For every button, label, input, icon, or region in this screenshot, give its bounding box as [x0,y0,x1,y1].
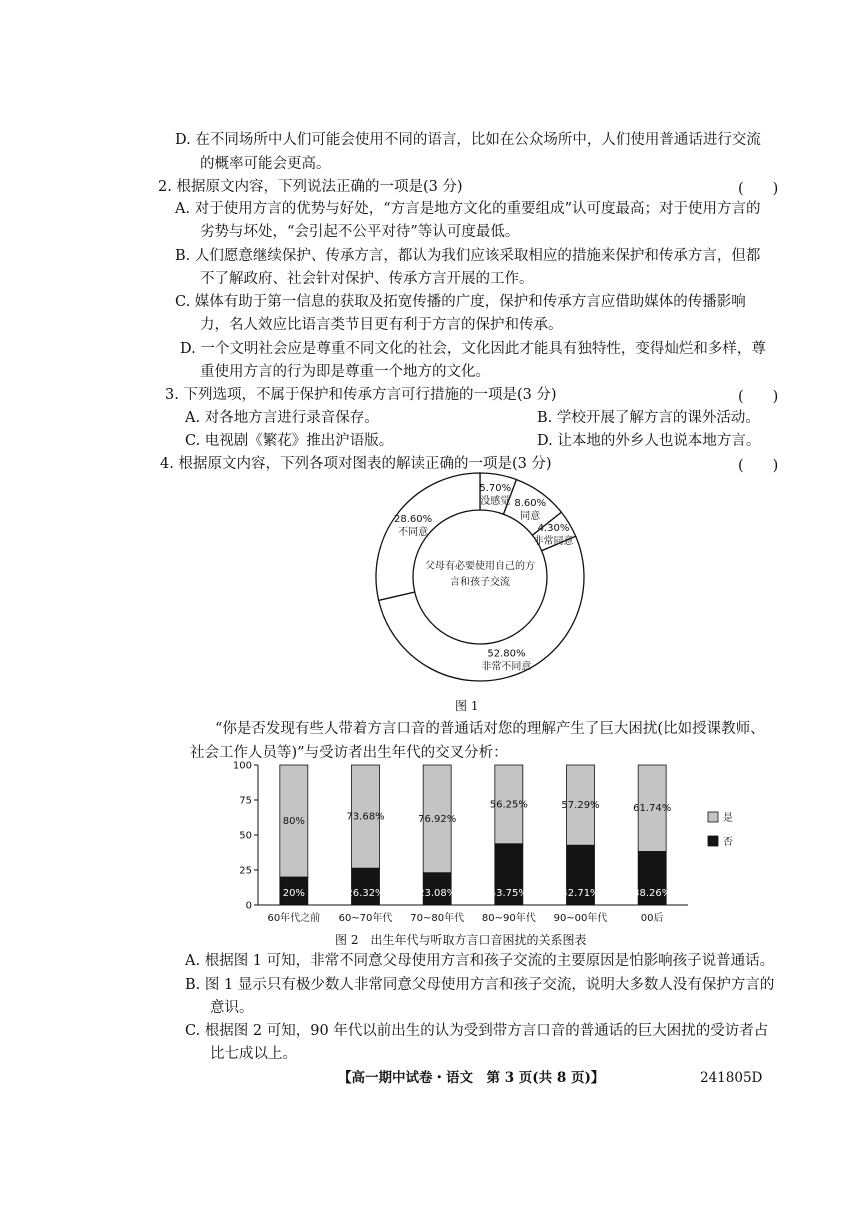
donut-slice-value-label: 52.80% [487,648,526,660]
figure1-caption: 图 1 [455,699,479,713]
q2-option-c-line1: C. 媒体有助于第一信息的获取及拓宽传播的广度，保护和传承方言应借助媒体的传播影响 [175,294,746,310]
figure1-donut-chart [360,465,590,695]
q4-option-c-line2: 比七成以上。 [210,1046,297,1062]
donut-slice-category-label: 非常同意 [533,536,574,548]
q4-option-a: A. 根据图 1 可知，非常不同意父母使用方言和孩子交流的主要原因是怕影响孩子说普通话。 [185,953,775,969]
page-footer-code: 241805D [700,1070,763,1086]
q2-option-a-line1: A. 对于使用方言的优势与好处，“方言是地方文化的重要组成”认可度最高；对于使用方言的 [175,201,761,217]
y-tick-label: 0 [245,900,252,912]
y-tick-label: 75 [239,795,252,807]
bar-segment-no [352,868,380,905]
q4-stem: 4. 根据原文内容，下列各项对图表的解读正确的一项是(3 分) [160,456,552,472]
page-footer-title: 【高一期中试卷・语文 第 3 页(共 8 页)】 [338,1070,605,1086]
figure2-stacked-bar-chart [225,755,765,935]
x-category-label: 70~80年代 [410,913,465,924]
donut-slice-value-label: 8.60% [514,497,547,509]
q2-option-d-line2: 重使用方言的行为即是尊重一个地方的文化。 [200,364,490,380]
q3-option-a: A. 对各地方言进行录音保存。 [185,410,379,426]
bar-label-yes: 73.68% [346,811,385,823]
bar-label-no: 20% [282,888,305,899]
q4-option-b-line2: 意识。 [210,1000,254,1016]
q2-option-b-line2: 不了解政府、社会针对保护、传承方言开展的工作。 [200,271,534,287]
bar-label-no: 23.08% [418,888,457,899]
legend-swatch [708,812,718,822]
legend-label: 是 [723,813,733,824]
legend-label: 否 [723,837,733,848]
figure2-intro-line2: 社会工作人员等)”与受访者出生年代的交叉分析： [190,745,508,761]
y-tick-label: 50 [239,830,252,842]
legend-swatch [708,836,718,846]
q2-answer-paren: ( ) [738,181,779,197]
bar-label-yes: 76.92% [418,813,457,825]
bar-label-yes: 57.29% [561,800,600,812]
donut-center-title-line1: 父母有必要使用自己的方 [425,561,535,572]
y-tick-label: 100 [232,760,252,772]
q3-option-b: B. 学校开展了解方言的课外活动。 [537,410,760,426]
donut-slice-value-label: 5.70% [479,482,512,494]
donut-center-title-line2: 言和孩子交流 [450,577,510,588]
figure2-caption: 图 2 出生年代与听取方言口音困扰的关系图表 [335,933,587,947]
q2-stem: 2. 根据原文内容，下列说法正确的一项是(3 分) [158,179,463,195]
donut-slice-category-label: 非常不同意 [481,661,532,673]
q3-answer-paren: ( ) [738,389,779,405]
q2-option-c-line2: 力，名人效应比语言类节目更有利于方言的保护和传承。 [200,317,563,333]
q1-option-d-line2: 的概率可能会更高。 [200,156,331,172]
bar-label-yes: 80% [282,816,305,827]
q4-option-b-line1: B. 图 1 显示只有极少数人非常同意父母使用方言和孩子交流，说明大多数人没有保护方言的 [185,977,775,993]
q2-option-a-line2: 劣势与坏处，“会引起不公平对待”等认可度最低。 [200,224,520,240]
bar-label-no: 38.26% [633,888,672,899]
q4-answer-paren: ( ) [738,458,779,474]
bar-label-yes: 61.74% [633,803,672,815]
q1-option-d-line1: D. 在不同场所中人们可能会使用不同的语言，比如在公众场所中，人们使用普通话进行交流 [175,132,761,148]
x-category-label: 80~90年代 [481,913,536,924]
x-category-label: 60~70年代 [338,913,393,924]
bar-label-yes: 56.25% [489,799,528,811]
donut-slice-value-label: 28.60% [394,513,433,525]
x-category-label: 90~00年代 [553,913,608,924]
donut-slice-category-label: 不同意 [398,526,429,538]
donut-slice-category-label: 同意 [520,510,541,522]
bar-label-no: 42.71% [561,888,600,899]
q3-option-d: D. 让本地的外乡人也说本地方言。 [537,433,761,449]
bar-label-no: 26.32% [346,888,385,899]
q3-stem: 3. 下列选项，不属于保护和传承方言可行措施的一项是(3 分) [165,387,557,403]
figure2-intro-line1: “你是否发现有些人带着方言口音的普通话对您的理解产生了巨大困扰(比如授课教师、 [215,721,765,737]
q2-option-d-line1: D. 一个文明社会应是尊重不同文化的社会，文化因此才能具有独特性，变得灿烂和多样，尊 [180,341,766,357]
donut-slice-category-label: 没感觉 [480,495,511,507]
y-tick-label: 25 [239,865,252,877]
q2-option-b-line1: B. 人们愿意继续保护、传承方言，都认为我们应该采取相应的措施来保护和传承方言，但都 [175,248,761,264]
donut-slice-value-label: 4.30% [537,523,570,535]
x-category-label: 00后 [640,913,664,924]
bar-label-no: 43.75% [489,888,528,899]
q4-option-c-line1: C. 根据图 2 可知，90 年代以前出生的认为受到带方言口音的普通话的巨大困扰的受访者占 [185,1023,769,1039]
x-category-label: 60年代之前 [267,913,321,924]
q3-option-c: C. 电视剧《繁花》推出沪语版。 [185,433,394,449]
